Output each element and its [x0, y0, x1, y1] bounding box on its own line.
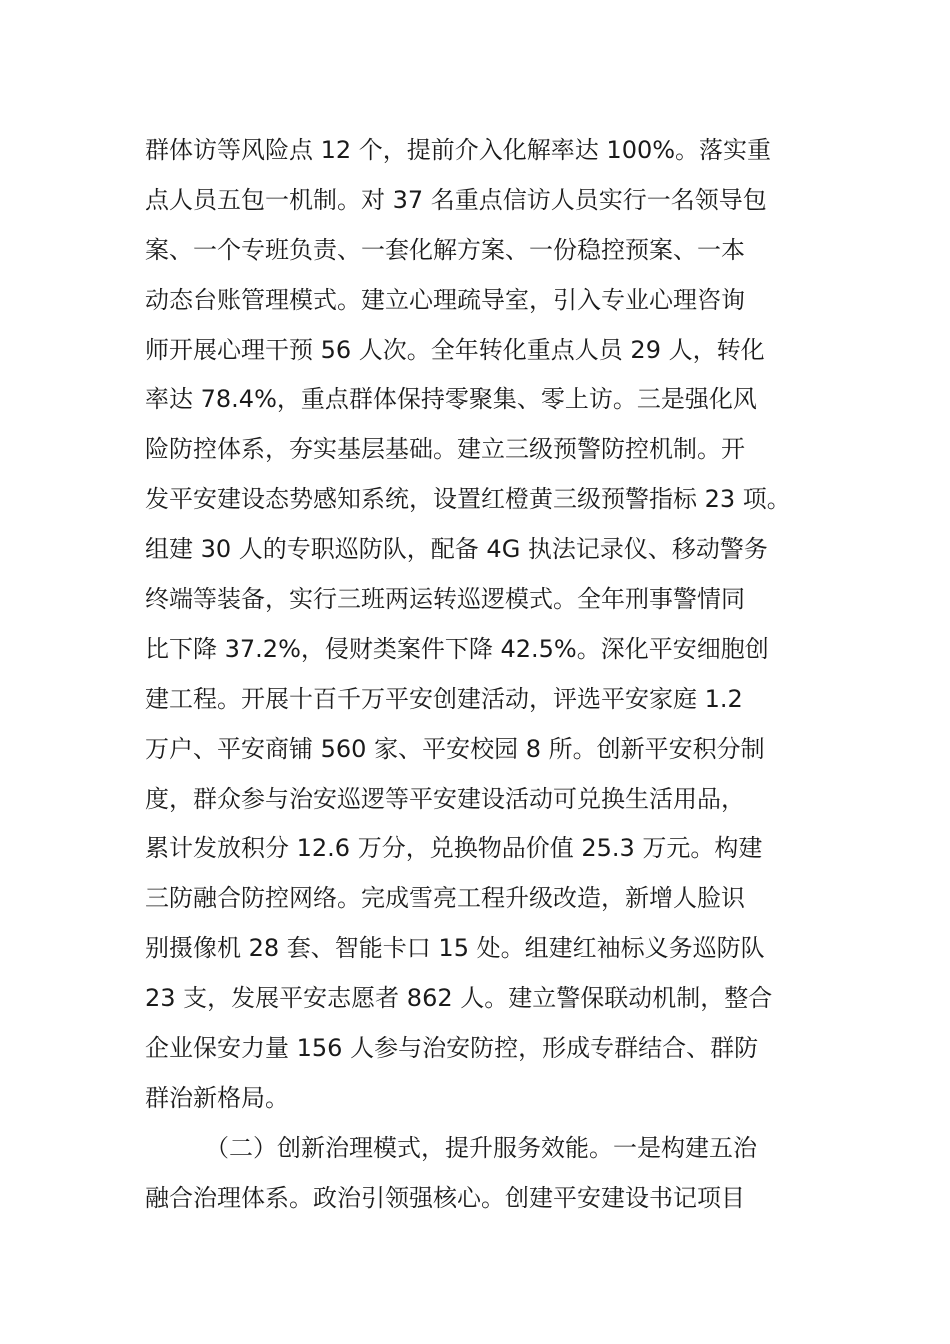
- text-line: 企业保安力量 156 人参与治安防控，形成专群结合、群防: [145, 1034, 759, 1063]
- text-line: 累计发放积分 12.6 万分，兑换物品价值 25.3 万元。构建: [145, 834, 763, 863]
- text-line: 险防控体系，夯实基层基础。建立三级预警防控机制。开: [145, 435, 745, 464]
- text-line: 建工程。开展十百千万平安创建活动，评选平安家庭 1.2: [145, 684, 743, 713]
- text-line: 案、一个专班负责、一套化解方案、一份稳控预案、一本: [145, 235, 745, 264]
- text-line: 师开展心理干预 56 人次。全年转化重点人员 29 人，转化: [145, 335, 765, 364]
- text-line: 群体访等风险点 12 个，提前介入化解率达 100%。落实重: [145, 136, 772, 164]
- text-line: 动态台账管理模式。建立心理疏导室，引入专业心理咨询: [145, 285, 745, 314]
- text-line: 发平安建设态势感知系统，设置红橙黄三级预警指标 23 项。: [145, 485, 791, 514]
- document-body: [145, 126, 935, 1224]
- text-line: 融合治理体系。政治引领强核心。创建平安建设书记项目: [145, 1183, 745, 1212]
- text-line: 三防融合防控网络。完成雪亮工程升级改造，新增人脸识: [145, 884, 745, 913]
- text-line: 点人员五包一机制。对 37 名重点信访人员实行一名领导包: [145, 185, 767, 214]
- text-line: 群治新格局。: [145, 1083, 289, 1112]
- section-heading-line: （二）创新治理模式，提升服务效能。一是构建五治: [205, 1133, 757, 1162]
- text-line: 万户、平安商铺 560 家、平安校园 8 所。创新平安积分制: [145, 734, 765, 763]
- text-line: 23 支，发展平安志愿者 862 人。建立警保联动机制，整合: [145, 984, 773, 1013]
- text-line: 别摄像机 28 套、智能卡口 15 处。组建红袖标义务巡防队: [145, 934, 765, 963]
- text-line: 比下降 37.2%，侵财类案件下降 42.5%。深化平安细胞创: [145, 634, 769, 663]
- text-line: 终端等装备，实行三班两运转巡逻模式。全年刑事警情同: [145, 585, 745, 614]
- text-line: 组建 30 人的专职巡防队，配备 4G 执法记录仪、移动警务: [145, 535, 768, 564]
- paragraph-2: [145, 1124, 935, 1224]
- text-line: 率达 78.4%，重点群体保持零聚集、零上访。三是强化风: [145, 385, 757, 414]
- text-line: 度，群众参与治安巡逻等平安建设活动可兑换生活用品，: [145, 784, 745, 813]
- paragraph-1: [145, 126, 935, 1124]
